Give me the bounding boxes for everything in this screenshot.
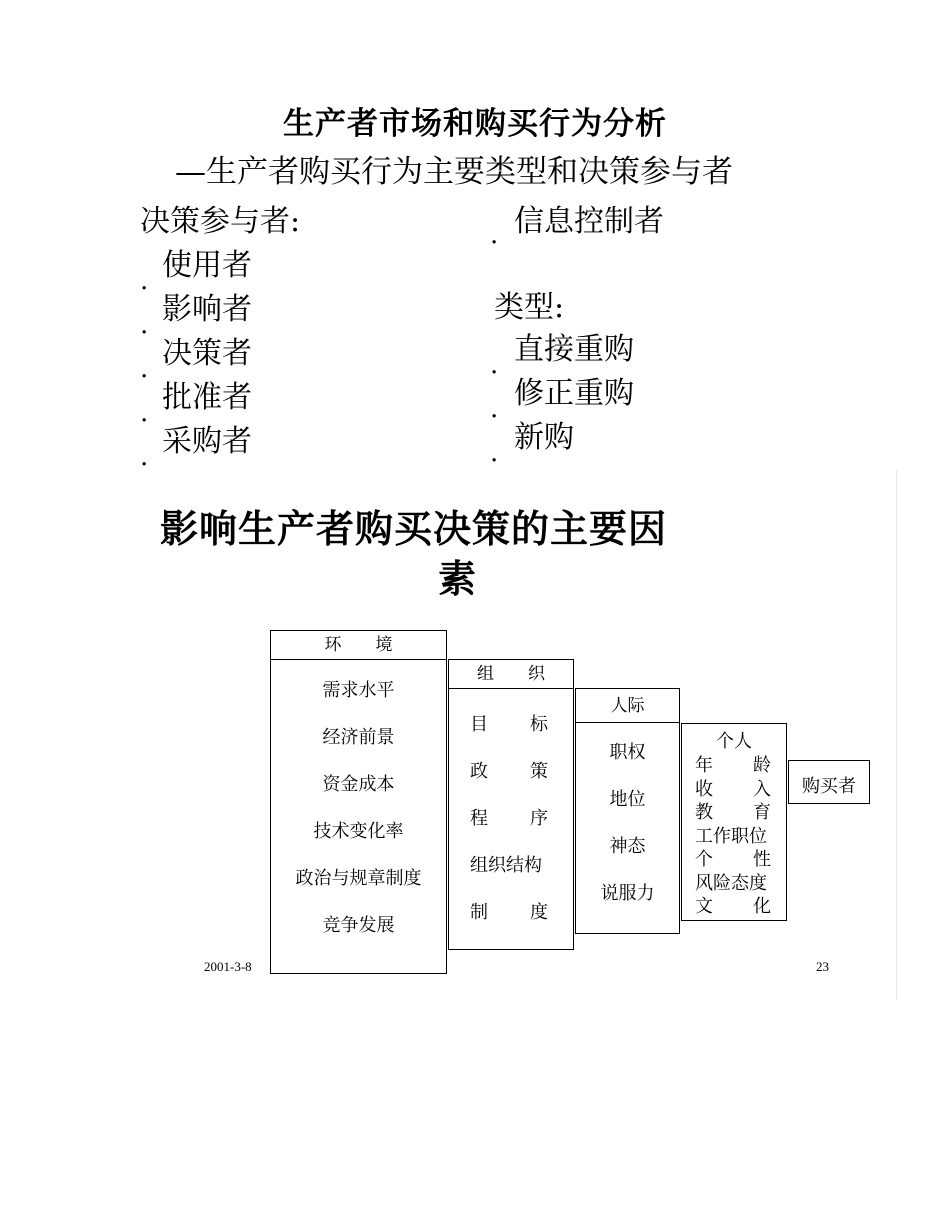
individual-factor bbox=[695, 822, 771, 848]
individual-factor bbox=[695, 845, 771, 871]
bullet-marker: . bbox=[490, 438, 499, 468]
type-item: 修正重购 bbox=[514, 376, 634, 411]
slide-title: 生产者市场和购买行为分析 bbox=[283, 106, 667, 142]
factor-text: 政 bbox=[470, 761, 488, 781]
organization-factor bbox=[470, 710, 548, 736]
participant-item: 决策者 bbox=[162, 336, 252, 371]
individual-header: 个人 bbox=[716, 731, 752, 751]
individual-factor bbox=[695, 775, 771, 801]
interpersonal-header: 人际 bbox=[575, 688, 680, 723]
type-item: 新购 bbox=[514, 420, 574, 455]
environment-factor: 经济前景 bbox=[322, 727, 395, 747]
slide-subtitle: —生产者购买行为主要类型和决策参与者 bbox=[175, 154, 733, 190]
factor-text: 教 bbox=[695, 802, 713, 822]
info-controller-item: 信息控制者 bbox=[514, 204, 664, 239]
factor-text: 育 bbox=[753, 802, 771, 822]
factor-text: 收 bbox=[695, 778, 713, 799]
factor-text: 文 bbox=[695, 896, 713, 916]
organization-factor bbox=[470, 851, 548, 877]
factor-text: 策 bbox=[530, 761, 548, 781]
environment-factor: 需求水平 bbox=[322, 680, 395, 700]
bullet-marker: . bbox=[140, 354, 149, 384]
factor-text: 龄 bbox=[753, 755, 771, 775]
participants-heading: 决策参与者: bbox=[140, 204, 301, 239]
factor-text: 风险态度 bbox=[695, 872, 767, 893]
page-edge-line bbox=[896, 470, 897, 1000]
bullet-marker: . bbox=[140, 310, 149, 340]
interpersonal-factor: 职权 bbox=[609, 742, 646, 762]
type-item: 直接重购 bbox=[514, 332, 634, 367]
bullet-marker: . bbox=[140, 398, 149, 428]
environment-header: 环 境 bbox=[270, 630, 447, 660]
individual-factor bbox=[695, 892, 771, 918]
types-heading: 类型: bbox=[494, 290, 565, 325]
factor-text: 程 bbox=[470, 808, 488, 828]
participant-item: 批准者 bbox=[162, 380, 252, 415]
organization-header: 组 织 bbox=[448, 659, 574, 689]
factor-text: 组织结构 bbox=[470, 855, 542, 875]
factor-text: 性 bbox=[753, 849, 771, 869]
individual-factor bbox=[695, 798, 771, 824]
bullet-marker: . bbox=[140, 442, 149, 472]
environment-factor: 政治与规章制度 bbox=[295, 868, 422, 888]
organization-factor bbox=[470, 757, 548, 783]
factor-text: 标 bbox=[530, 714, 548, 734]
interpersonal-factor: 地位 bbox=[609, 789, 646, 809]
organization-factor bbox=[470, 898, 548, 924]
individual-factor bbox=[695, 751, 771, 777]
factor-text: 入 bbox=[753, 778, 771, 799]
footer-page-number: 23 bbox=[816, 959, 829, 974]
environment-factor: 技术变化率 bbox=[313, 821, 404, 841]
buyer-label: 购买者 bbox=[802, 776, 856, 796]
environment-factor: 资金成本 bbox=[322, 774, 395, 794]
factor-text: 制 bbox=[470, 902, 488, 922]
bullet-marker: . bbox=[490, 350, 499, 380]
bullet-marker: . bbox=[490, 220, 499, 250]
bullet-marker: . bbox=[140, 266, 149, 296]
footer-date: 2001-3-8 bbox=[204, 959, 252, 974]
participant-item: 采购者 bbox=[162, 424, 252, 459]
environment-factor: 竞争发展 bbox=[322, 915, 395, 935]
factor-text: 年 bbox=[695, 755, 713, 775]
factor-text: 目 bbox=[470, 714, 488, 734]
slide2-title-continuation: 素 bbox=[438, 557, 477, 601]
organization-factor bbox=[470, 804, 548, 830]
factor-text: 个 bbox=[695, 849, 713, 869]
individual-factor bbox=[695, 869, 771, 895]
participant-item: 影响者 bbox=[162, 292, 252, 327]
bullet-marker: . bbox=[490, 394, 499, 424]
slide2-title: 影响生产者购买决策的主要因 bbox=[160, 507, 668, 551]
factor-text: 度 bbox=[530, 902, 548, 922]
factor-text: 序 bbox=[530, 808, 548, 828]
factor-text: 工作职位 bbox=[695, 825, 767, 846]
interpersonal-factor: 神态 bbox=[609, 836, 646, 856]
participant-item: 使用者 bbox=[162, 248, 252, 283]
factor-text: 化 bbox=[753, 896, 771, 916]
interpersonal-factor: 说服力 bbox=[600, 883, 655, 903]
